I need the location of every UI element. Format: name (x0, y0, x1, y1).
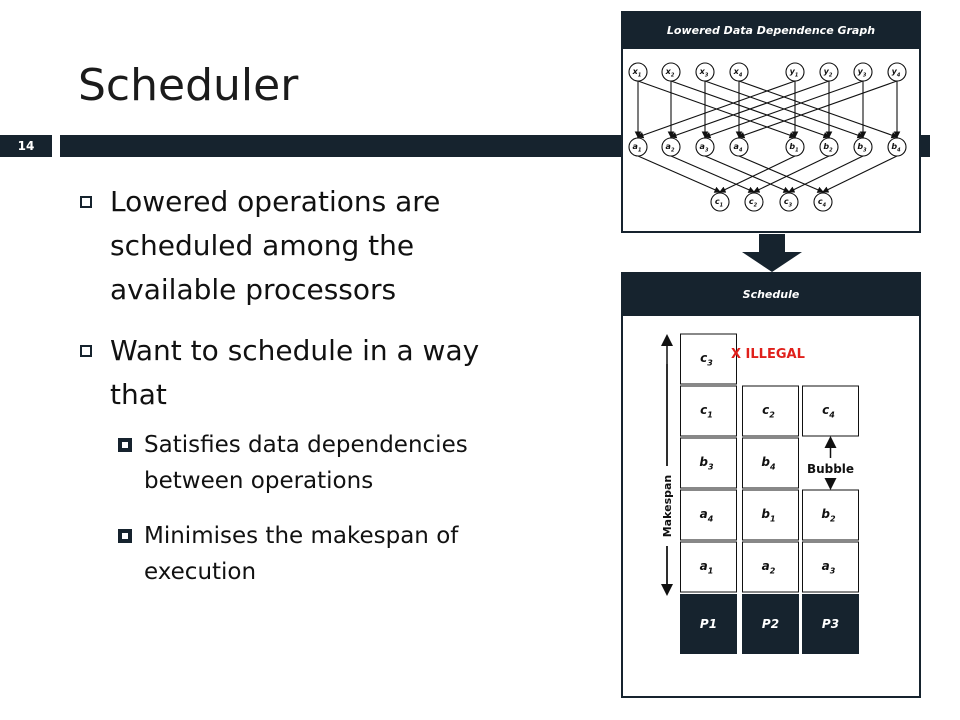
op-node-label: $a_1$ (632, 142, 642, 154)
task-label: $c_4$ (822, 403, 835, 420)
op-node-label: $a_4$ (733, 142, 743, 154)
sub-bullet-2-line-2: execution (144, 559, 257, 585)
input-node-label: $y_2$ (823, 67, 833, 79)
schedule-panel-title: Schedule (623, 274, 919, 316)
bullet-1-line-3: available processors (110, 273, 397, 306)
graph-edge (638, 156, 720, 192)
down-arrow-icon (742, 234, 802, 274)
illegal-label: X ILLEGAL (731, 347, 805, 362)
output-node-label: $c_1$ (714, 197, 724, 209)
sub-bullet-1 (144, 427, 468, 499)
op-node-label: $b_2$ (823, 142, 833, 154)
bubble-label: Bubble (806, 462, 855, 476)
input-node-label: $x_3$ (699, 67, 709, 79)
processor-label: P2 (761, 617, 780, 631)
bullet-box-icon (80, 196, 92, 208)
graph-edge (739, 156, 823, 192)
task-label: $c_2$ (762, 403, 775, 420)
processor-label: P1 (699, 617, 718, 631)
bullet-1 (110, 180, 440, 312)
input-node-label: $y_4$ (891, 67, 901, 79)
input-node-label: $y_3$ (857, 67, 867, 79)
graph-panel-title: Lowered Data Dependence Graph (623, 13, 919, 49)
task-label: $a_3$ (821, 559, 836, 576)
bullet-2-line-2: that (110, 378, 167, 411)
dependence-graph-panel (621, 11, 921, 233)
makespan-label: Makespan (661, 474, 674, 538)
sub-bullet-square-icon (118, 529, 132, 543)
task-label: $b_4$ (761, 455, 776, 472)
task-label: $a_4$ (699, 507, 714, 524)
input-node-label: $x_1$ (632, 67, 642, 79)
op-node-label: $b_1$ (789, 142, 799, 154)
sub-bullet-1-line-1: Satisfies data dependencies (144, 432, 468, 458)
bullet-2 (110, 329, 479, 417)
task-label: $c_1$ (700, 403, 713, 420)
graph-edge (754, 156, 829, 192)
output-node-label: $c_4$ (817, 197, 827, 209)
input-node-label: $x_2$ (665, 67, 675, 79)
task-label: $c_3$ (700, 351, 713, 368)
graph-edge (705, 156, 789, 192)
op-node-label: $a_3$ (699, 142, 709, 154)
task-label: $b_1$ (761, 507, 776, 524)
op-node-label: $b_4$ (891, 142, 901, 154)
input-node-label: $x_4$ (733, 67, 743, 79)
graph-edge (823, 156, 897, 192)
graph-edge (671, 156, 754, 192)
graph-edge (720, 156, 795, 192)
bullet-1-line-1: Lowered operations are (110, 185, 441, 218)
bullet-box-icon (80, 345, 92, 357)
graph-edge (789, 156, 863, 192)
processor-label: P3 (821, 617, 840, 631)
input-node-label: $y_1$ (789, 67, 799, 79)
task-label: $a_1$ (699, 559, 714, 576)
task-label: $a_2$ (761, 559, 776, 576)
bullet-2-line-1: Want to schedule in a way (110, 334, 480, 367)
schedule-chart (623, 316, 919, 696)
dependence-graph (623, 51, 919, 233)
sub-bullet-square-icon (118, 438, 132, 452)
sub-bullet-1-line-2: between operations (144, 468, 374, 494)
op-node-label: $a_2$ (665, 142, 675, 154)
slide-title: Scheduler (78, 60, 299, 111)
task-label: $b_2$ (821, 507, 836, 524)
task-label: $b_3$ (699, 455, 714, 472)
output-node-label: $c_3$ (783, 197, 793, 209)
bullet-1-line-2: scheduled among the (110, 229, 415, 262)
sub-bullet-2 (144, 518, 458, 590)
output-node-label: $c_2$ (748, 197, 758, 209)
sub-bullet-2-line-1: Minimises the makespan of (144, 523, 459, 549)
op-node-label: $b_3$ (857, 142, 867, 154)
schedule-panel (621, 272, 921, 698)
page-number: 14 (0, 135, 52, 157)
